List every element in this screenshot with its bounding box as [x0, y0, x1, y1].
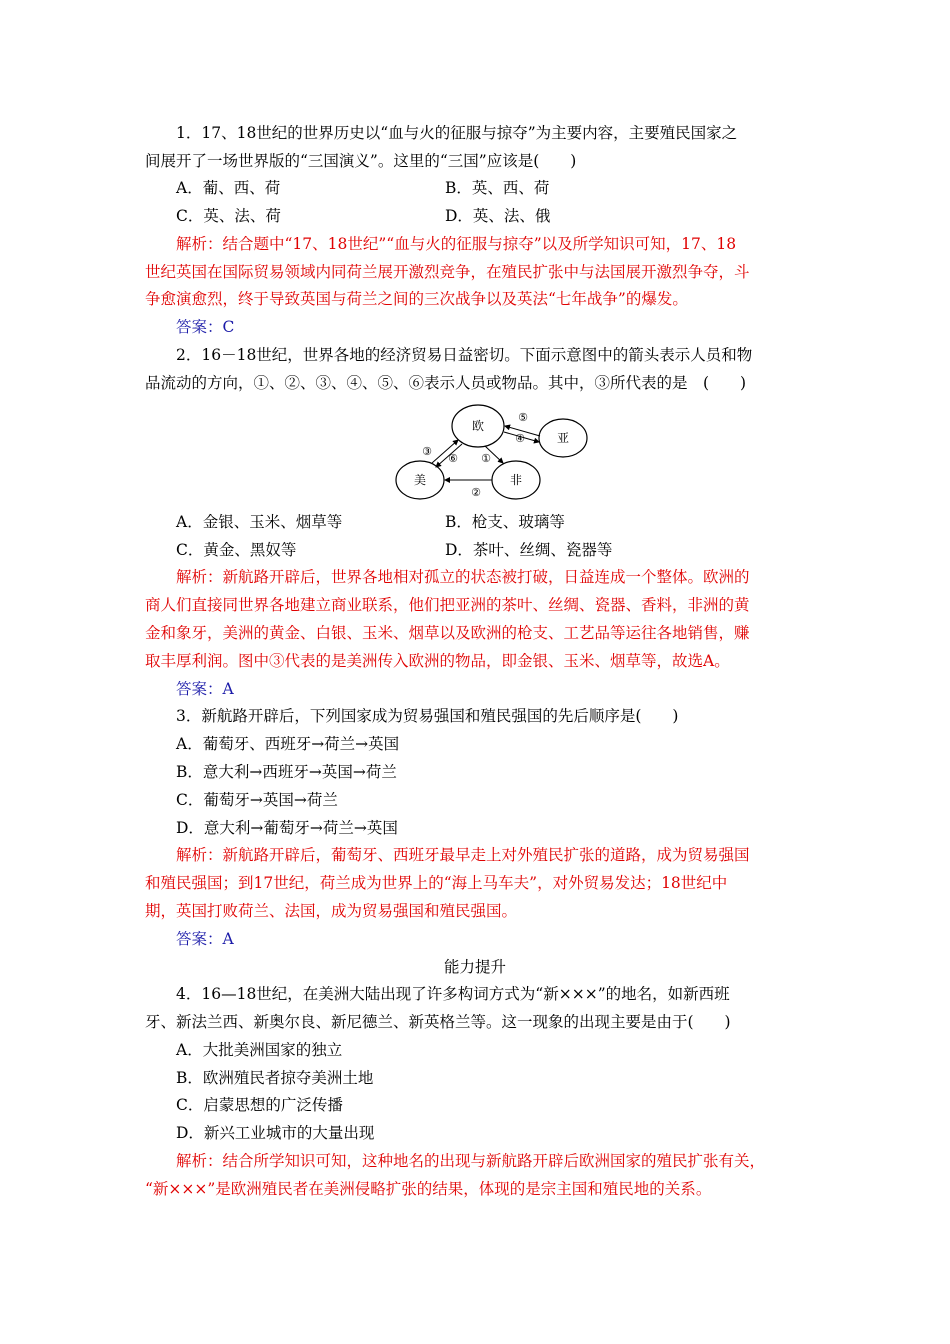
marker-6: ⑥ [448, 452, 458, 465]
q2-option-a: A．金银、玉米、烟草等 [176, 513, 343, 531]
asia-label: 亚 [556, 431, 570, 445]
q3-analysis-line3: 期，英国打败荷兰、法国，成为贸易强国和殖民强国。 [145, 902, 518, 920]
q2-option-d: D．茶叶、丝绸、瓷器等 [445, 541, 613, 559]
q2-stem-line2: 品流动的方向，①、②、③、④、⑤、⑥表示人员或物品。其中，③所代表的是 ( ) [145, 374, 747, 392]
q4-analysis-line2: “新×××”是欧洲殖民者在美洲侵略扩张的结果，体现的是宗主国和殖民地的关系。 [145, 1180, 712, 1198]
q4-option-a: A．大批美洲国家的独立 [176, 1041, 343, 1059]
marker-5: ⑤ [518, 411, 528, 424]
q4-option-c: C．启蒙思想的广泛传播 [176, 1096, 343, 1114]
q2-analysis-line2: 商人们直接同世界各地建立商业联系，他们把亚洲的茶叶、丝绸、瓷器、香料，非洲的黄 [145, 596, 750, 614]
q1-analysis-line1: 解析：结合题中“17、18世纪”“血与火的征服与掠夺”以及所学知识可知，17、18 [176, 235, 737, 253]
q3-analysis-line2: 和殖民强国；到17世纪，荷兰成为世界上的“海上马车夫”，对外贸易发达；18世纪中 [145, 874, 728, 892]
marker-3: ③ [422, 445, 432, 458]
q1-answer: 答案：C [176, 318, 235, 336]
q1-option-a: A．葡、西、荷 [176, 179, 281, 197]
marker-2: ② [471, 486, 481, 499]
q2-analysis-line1: 解析：新航路开辟后，世界各地相对孤立的状态被打破，日益连成一个整体。欧洲的 [176, 568, 750, 586]
q1-option-c: C．英、法、荷 [176, 207, 281, 225]
trade-flow-diagram [392, 400, 592, 506]
america-label: 美 [413, 473, 427, 487]
q3-option-d: D．意大利→葡萄牙→荷兰→英国 [176, 819, 398, 837]
q1-stem-line2: 间展开了一场世界版的“三国演义”。这里的“三国”应该是( ) [145, 152, 577, 170]
q1-option-d: D．英、法、俄 [445, 207, 551, 225]
marker-1: ① [481, 452, 491, 465]
marker-4: ④ [515, 432, 525, 445]
europe-label: 欧 [471, 419, 485, 433]
q3-option-c: C．葡萄牙→英国→荷兰 [176, 791, 338, 809]
q4-stem-line2: 牙、新法兰西、新奥尔良、新尼德兰、新英格兰等。这一现象的出现主要是由于( ) [145, 1013, 731, 1031]
q2-analysis-line3: 金和象牙，美洲的黄金、白银、玉米、烟草以及欧洲的枪支、工艺品等运往各地销售，赚 [145, 624, 750, 642]
q1-analysis-line2: 世纪英国在国际贸易领域内同荷兰展开激烈竞争，在殖民扩张中与法国展开激烈争夺，斗 [145, 263, 750, 281]
q2-option-b: B．枪支、玻璃等 [445, 513, 565, 531]
africa-label: 非 [509, 473, 523, 487]
q1-option-b: B．英、西、荷 [445, 179, 550, 197]
q2-option-c: C．黄金、黑奴等 [176, 541, 297, 559]
q3-option-b: B．意大利→西班牙→英国→荷兰 [176, 763, 397, 781]
q2-answer: 答案：A [176, 680, 234, 698]
q3-stem-line1: 3．新航路开辟后，下列国家成为贸易强国和殖民强国的先后顺序是( ) [176, 707, 679, 725]
q4-stem-line1: 4．16—18世纪，在美洲大陆出现了许多构词方式为“新×××”的地名，如新西班 [176, 985, 730, 1003]
q3-answer: 答案：A [176, 930, 234, 948]
section-title: 能力提升 [443, 958, 506, 976]
q4-option-b: B．欧洲殖民者掠夺美洲土地 [176, 1069, 374, 1087]
q3-option-a: A．葡萄牙、西班牙→荷兰→英国 [176, 735, 400, 753]
q2-stem-line1: 2．16－18世纪，世界各地的经济贸易日益密切。下面示意图中的箭头表示人员和物 [176, 346, 753, 364]
q1-analysis-line3: 争愈演愈烈，终于导致英国与荷兰之间的三次战争以及英法“七年战争”的爆发。 [145, 290, 688, 308]
q4-analysis-line1: 解析：结合所学知识可知，这种地名的出现与新航路开辟后欧洲国家的殖民扩张有关， [176, 1152, 766, 1170]
q4-option-d: D．新兴工业城市的大量出现 [176, 1124, 375, 1142]
q1-stem-line1: 1．17、18世纪的世界历史以“血与火的征服与掠夺”为主要内容，主要殖民国家之 [176, 124, 738, 142]
q2-analysis-line4: 取丰厚利润。图中③代表的是美洲传入欧洲的物品，即金银、玉米、烟草等，故选A。 [145, 652, 730, 670]
q3-analysis-line1: 解析：新航路开辟后，葡萄牙、西班牙最早走上对外殖民扩张的道路，成为贸易强国 [176, 846, 750, 864]
